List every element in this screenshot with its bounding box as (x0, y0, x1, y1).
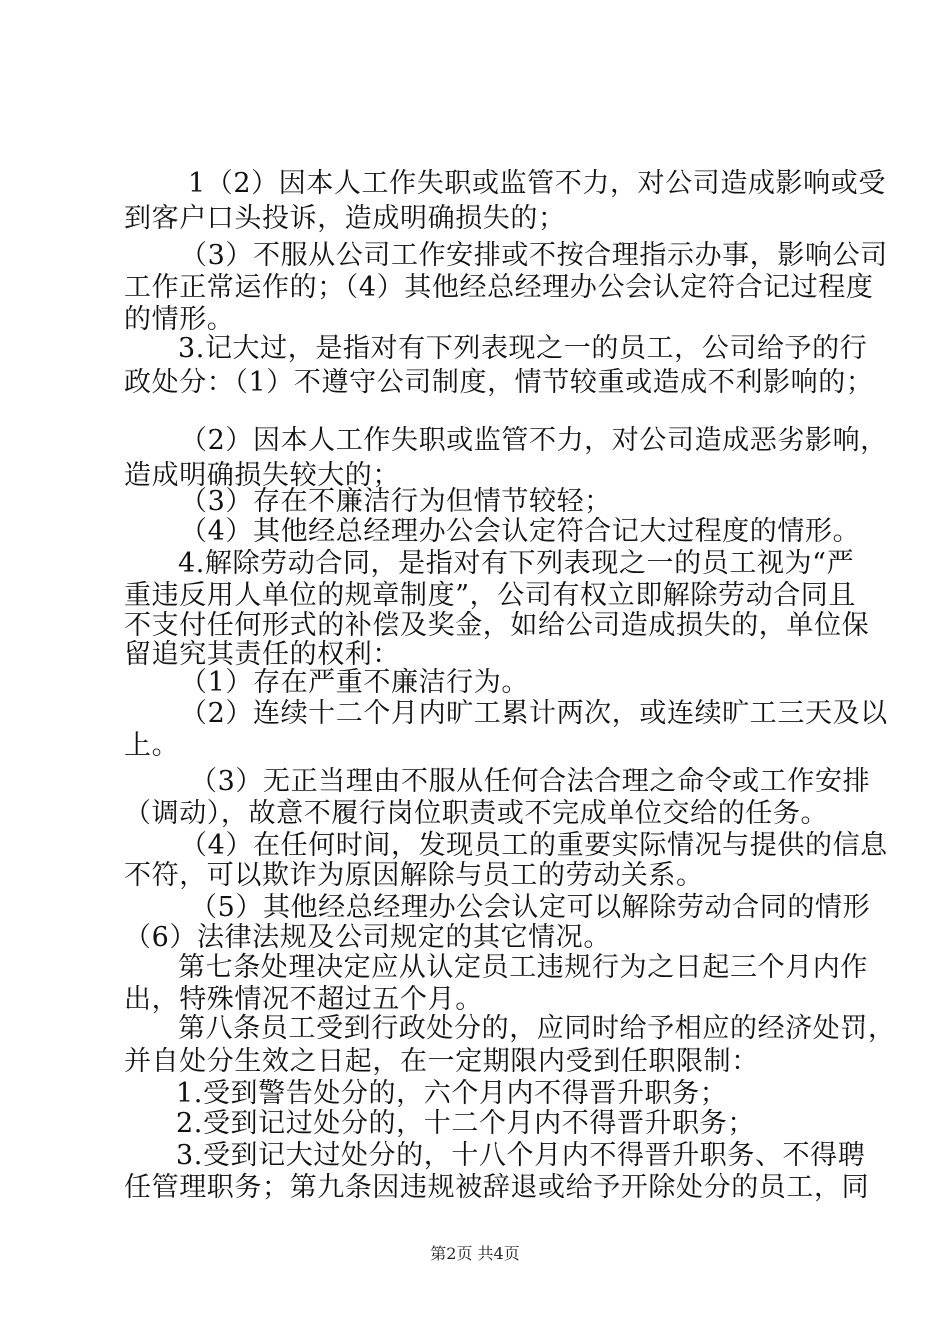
text-line: 3.记大过，是指对有下列表现之一的员工，公司给予的行 (178, 333, 868, 364)
text-line: 的情形。 (124, 304, 235, 335)
text-line: （5）其他经总经理办公会认定可以解除劳动合同的情形 (190, 892, 871, 923)
text-line: （2）连续十二个月内旷工累计两次，或连续旷工三天及以 (180, 698, 888, 729)
text-line: 不支付任何形式的补偿及奖金，如给公司造成损失的，单位保 (124, 610, 870, 641)
text-line: 重违反用人单位的规章制度”，公司有权立即解除劳动合同且 (124, 580, 857, 611)
text-line: （3）无正当理由不服从任何合法合理之命令或工作安排 (190, 766, 871, 797)
text-line: （6）法律法规及公司规定的其它情况。 (124, 922, 611, 953)
text-line: 不符，可以欺诈为原因解除与员工的劳动关系。 (124, 860, 704, 891)
text-line: 造成明确损失较大的； (124, 460, 400, 491)
text-line: 留追究其责任的权利： (124, 639, 400, 670)
text-line: （1）存在严重不廉洁行为。 (180, 667, 529, 698)
text-line: 并自处分生效之日起，在一定期限内受到任职限制： (124, 1046, 759, 1077)
page-footer: 第2页 共4页 (430, 1244, 520, 1263)
text-line: （2）因本人工作失职或监管不力，对公司造成恶劣影响， (180, 425, 888, 456)
text-line: （4）在任何时间，发现员工的重要实际情况与提供的信息 (180, 830, 888, 861)
text-line: 工作正常运作的；（4）其他经总经理办公会认定符合记过程度 (124, 272, 874, 303)
text-line: 1（2）因本人工作失职或监管不力，对公司造成影响或受 (188, 168, 886, 199)
text-line: 第八条员工受到行政处分的，应同时给予相应的经济处罚， (178, 1013, 896, 1044)
text-line: 任管理职务；第九条因违规被辞退或给予开除处分的员工，同 (124, 1172, 870, 1203)
text-line: 4.解除劳动合同，是指对有下列表现之一的员工视为“严 (178, 548, 855, 579)
text-line: 出，特殊情况不超过五个月。 (124, 984, 483, 1015)
text-line: 第七条处理决定应从认定员工违规行为之日起三个月内作 (178, 952, 868, 983)
text-line: 到客户口头投诉，造成明确损失的； (124, 203, 566, 234)
text-line: （4）其他经总经理办公会认定符合记大过程度的情形。 (180, 516, 861, 547)
text-line: 上。 (124, 730, 180, 761)
text-line: 政处分：（1）不遵守公司制度，情节较重或造成不利影响的； (124, 367, 874, 398)
text-line: （3）不服从公司工作安排或不按合理指示办事，影响公司 (180, 240, 888, 271)
text-line: （调动），故意不履行岗位职责或不完成单位交给的任务。 (124, 798, 829, 829)
text-line: 1.受到警告处分的，六个月内不得晋升职务； (176, 1078, 728, 1109)
text-line: （3）存在不廉洁行为但情节较轻； (180, 486, 612, 517)
text-line: 3.受到记大过处分的，十八个月内不得晋升职务、不得聘 (176, 1140, 866, 1171)
text-line: 2.受到记过处分的，十二个月内不得晋升职务； (176, 1108, 755, 1139)
